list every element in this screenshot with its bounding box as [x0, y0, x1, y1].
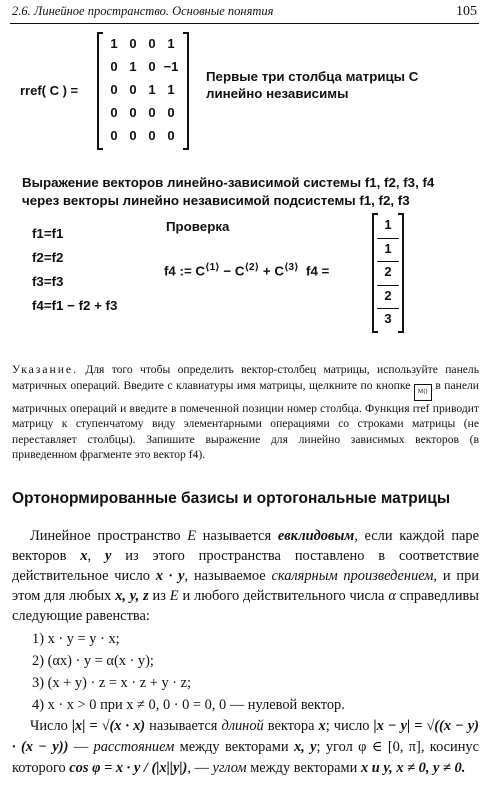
matrix-entry: 0: [110, 128, 118, 143]
axiom-list: [32, 628, 345, 716]
check-formula: [164, 262, 329, 278]
rref-label: rref( C ) =: [20, 83, 79, 98]
math-symbol: α: [388, 588, 396, 604]
axiom-item: 2) (αx) · y = α(x · y);: [32, 653, 154, 669]
matrix-entry: 1: [110, 36, 118, 51]
column-ref: C: [234, 263, 245, 279]
text-run: Число: [30, 718, 72, 734]
matrix-entry: 0: [148, 36, 156, 51]
text-run: между векторами: [174, 739, 294, 755]
page-number: 105: [456, 4, 477, 19]
matrix-entry: 0: [148, 105, 156, 120]
vector-entry: 2: [384, 287, 392, 303]
math-expression: |x| = √(x · x): [71, 718, 146, 734]
header-rule: [10, 23, 479, 24]
vector-entry: 1: [384, 240, 392, 256]
expression-heading: [22, 174, 434, 210]
matrix-entry: 1: [167, 82, 175, 97]
math-expression: x, y: [293, 739, 317, 755]
check-lhs: f4 :=: [164, 263, 196, 279]
math-expression: cos φ = x · y / (|x||y|): [69, 760, 188, 776]
math-symbol: E: [187, 528, 197, 544]
text-run: , называемое: [184, 568, 272, 584]
column-index: ⟨3⟩: [283, 262, 299, 273]
page-header: [12, 4, 477, 22]
column-ref: C: [274, 263, 284, 279]
equality: f1=f1: [32, 226, 64, 241]
heading-line: Выражение векторов линейно-зависимой системы f1, f2, f3, f4: [22, 175, 435, 190]
math-expression: x · y: [155, 568, 185, 584]
column-ref: C: [195, 263, 206, 279]
math-expression: x, y, z: [115, 588, 149, 604]
hint-paragraph: [12, 362, 479, 463]
math-symbol: E: [169, 588, 179, 604]
vector-divider: [377, 285, 399, 286]
axiom-item: 4) x · x > 0 при x ≠ 0, 0 · 0 = 0, 0 — нулевой вектор.: [32, 697, 345, 713]
term: скалярным произведением: [271, 568, 434, 584]
check-title: Проверка: [166, 219, 230, 234]
heading-line: через векторы линейно независимой подсистемы f1, f2, f3: [22, 193, 410, 208]
vector-divider: [377, 308, 399, 309]
matrix-entry: 0: [129, 105, 137, 120]
column-operator-button-icon: M⟨⟩: [414, 384, 432, 401]
matrix-entry: 1: [167, 36, 175, 51]
vector-divider: [377, 238, 399, 239]
math-symbol: y: [104, 548, 112, 564]
text-run: —: [68, 739, 94, 755]
operator: +: [259, 263, 275, 279]
text-run: , —: [187, 760, 213, 776]
text-run: , если каждой паре векторов: [12, 528, 479, 564]
column-index: ⟨2⟩: [244, 262, 260, 273]
hint-lead: Указание.: [12, 363, 78, 376]
matrix-entry: 1: [148, 82, 156, 97]
text-run: и любого действительного числа: [178, 588, 389, 604]
running-head: 2.6. Линейное пространство. Основные понятия: [12, 4, 274, 18]
axiom-item: 1) x · y = y · x;: [32, 631, 120, 647]
text-run: ; угол φ ∈ [0, π], косинус которого: [12, 739, 479, 776]
rref-note: [206, 68, 418, 102]
equality: f2=f2: [32, 250, 64, 265]
matrix-entry: 0: [110, 59, 118, 74]
euclid-paragraph: [12, 526, 479, 626]
matrix-entry: 0: [129, 82, 137, 97]
column-index: ⟨1⟩: [205, 262, 220, 273]
math-symbol: x: [80, 548, 88, 564]
text-run: из этого пространства поставлено в соответствие действительное число: [12, 548, 479, 584]
rref-note-line: Первые три столбца матрицы С: [206, 69, 419, 84]
matrix-entry: 0: [110, 105, 118, 120]
section-title: Ортонормированные базисы и ортогональные матрицы: [12, 490, 451, 507]
term: евклидовым: [277, 528, 355, 544]
text-run: ,: [87, 548, 105, 564]
text-run: ; число: [325, 718, 374, 734]
matrix-entry: −1: [163, 59, 179, 74]
rref-note-line: линейно независимы: [206, 86, 349, 101]
hint-text: Для того чтобы определить вектор-столбец матрицы, используйте панель матричных операций. Введите с клавиатуры имя матрицы, щелкните по кнопке: [12, 363, 479, 392]
matrix-entry: 0: [129, 128, 137, 143]
text-run: из: [148, 588, 170, 604]
matrix-entry: 0: [167, 105, 175, 120]
math-expression: x и y, x ≠ 0, y ≠ 0.: [360, 760, 466, 776]
vector-divider: [377, 261, 399, 262]
matrix-entry: 0: [110, 82, 118, 97]
equality: f4=f1 − f2 + f3: [32, 298, 118, 313]
result-vector: [372, 214, 404, 332]
term: углом: [212, 760, 247, 776]
matrix-entry: 0: [167, 128, 175, 143]
hint-text: в панели матричных операций и введите в помеченной позиции номер столбца. Функция rref приводит матрицу к ступенчатому виду элементарными операциями со строками матрицы (не переставляет столбцы). Запишите выражение для линейно зависимых векторов (в приведенном фрагменте это вектор f4).: [12, 378, 479, 462]
equality-list: [32, 226, 117, 322]
rref-matrix: [97, 33, 189, 149]
operator: −: [219, 263, 235, 279]
text-run: называется: [145, 718, 222, 734]
text-run: между векторами: [246, 760, 361, 776]
math-symbol: x: [318, 718, 326, 734]
text-run: , и при этом для любых: [12, 568, 479, 604]
math-expression: |x − y| = √((x − y) · (x − y)): [12, 718, 479, 755]
equality: f3=f3: [32, 274, 64, 289]
matrix-entry: 1: [129, 59, 137, 74]
text-run: вектора: [263, 718, 319, 734]
check-rhs: f4 =: [298, 263, 330, 279]
axiom-item: 3) (x + y) · z = x · z + y · z;: [32, 675, 192, 691]
matrix-entry: 0: [129, 36, 137, 51]
vector-entry: 1: [384, 217, 392, 232]
term: расстоянием: [93, 739, 175, 755]
vector-entry: 3: [384, 311, 392, 326]
term: длиной: [221, 718, 264, 734]
matrix-entry: 0: [148, 59, 156, 74]
vector-entry: 2: [384, 264, 392, 279]
length-paragraph: [12, 716, 479, 779]
matrix-entry: 0: [148, 128, 156, 143]
text-run: называется: [196, 528, 278, 544]
text-run: справедливы следующие равенства:: [12, 588, 479, 624]
text-run: Линейное пространство: [30, 528, 188, 544]
